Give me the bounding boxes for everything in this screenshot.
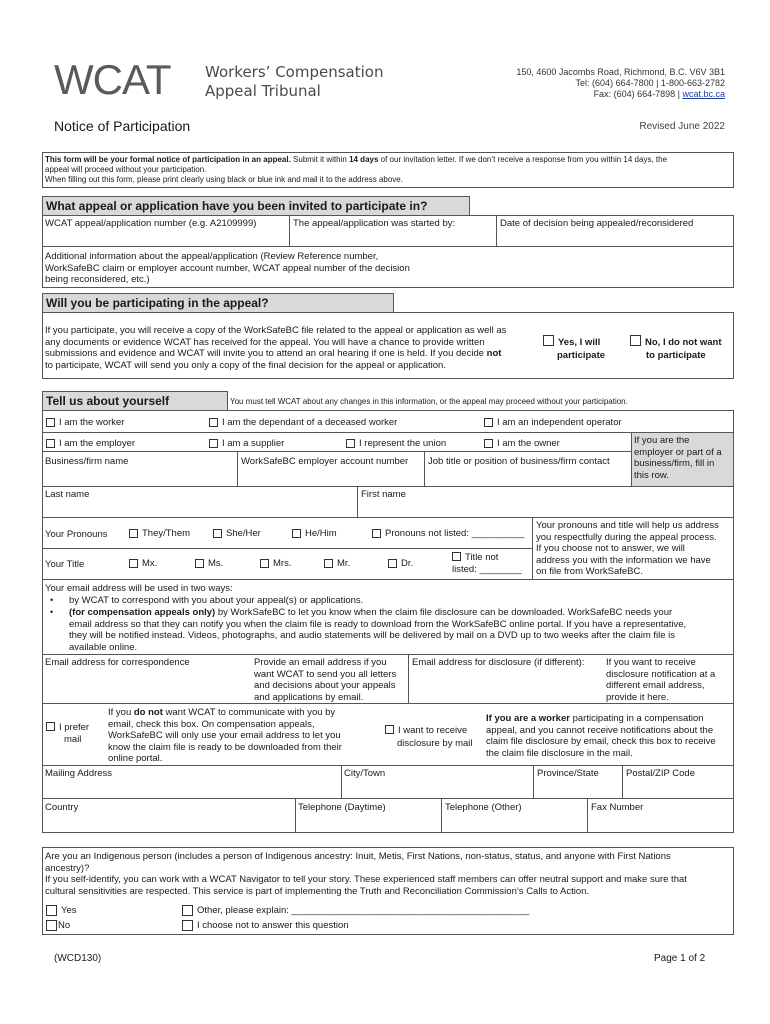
yes-label1: Yes, I will xyxy=(558,337,601,348)
corr-note4: and applications by email. xyxy=(254,691,364,703)
role-independent[interactable] xyxy=(484,417,622,428)
email-disc-label: Email address for disclosure (if different): xyxy=(412,657,585,668)
mr-checkbox[interactable] xyxy=(324,559,333,568)
intro-line1 xyxy=(45,155,733,165)
fax-text: Fax: (604) 664-7898 | xyxy=(593,89,680,99)
last-name-field[interactable] xyxy=(42,486,358,518)
dm-note4: the claim file disclosure in the mail. xyxy=(486,747,633,759)
appeal-number-label: WCAT appeal/application number (e.g. A2109999) xyxy=(45,218,257,229)
intro-text xyxy=(45,155,733,185)
prefer-mail1: I prefer xyxy=(59,722,90,733)
disclosure-mail-checkbox[interactable] xyxy=(385,725,394,734)
additional-line2: WorkSafeBC claim or employer account number, WCAT appeal number of the decision xyxy=(45,262,410,274)
email-disc-note xyxy=(606,657,715,703)
tel-day-label: Telephone (Daytime) xyxy=(298,802,386,813)
city-label: City/Town xyxy=(344,768,386,779)
intro-b: of our invitation letter. If we don’t receive a response from you within 14 days, the xyxy=(378,155,668,164)
title-mr[interactable] xyxy=(324,558,350,569)
pm-note1 xyxy=(108,707,342,719)
role-worker[interactable] xyxy=(46,417,124,428)
p3-not: not xyxy=(486,348,502,359)
disclosure-mail-option[interactable] xyxy=(385,724,473,750)
section1-heading: What appeal or application have you been invited to participate in? xyxy=(42,196,470,216)
pron-note5: on file from WorkSafeBC. xyxy=(536,566,644,577)
role-employer[interactable] xyxy=(46,438,135,449)
employer-checkbox[interactable] xyxy=(46,439,55,448)
email-b2-l3: they will be notified instead. Videos, photographs, and audio statements will be delivered by mail on a DVD up to two weeks after the claim file is xyxy=(69,630,676,641)
he-label: He/Him xyxy=(305,528,337,539)
job-title-label: Job title or position of business/firm contact xyxy=(428,456,610,467)
postal-label: Postal/ZIP Code xyxy=(626,768,696,779)
country-field[interactable] xyxy=(42,798,296,833)
email-bullet1: by WCAT to correspond with you about your appeal(s) or applications. xyxy=(69,595,364,606)
indigenous-choose-not[interactable] xyxy=(182,920,349,931)
no-label1: No, I do not want xyxy=(645,337,722,348)
title-not-listed-checkbox[interactable] xyxy=(452,552,461,561)
mx-label: Mx. xyxy=(142,558,158,569)
employer-account-label: WorkSafeBC employer account number xyxy=(241,456,409,467)
email-b2-bold: (for compensation appeals only) xyxy=(69,607,216,618)
they-label: They/Them xyxy=(142,528,191,539)
ms-checkbox[interactable] xyxy=(195,559,204,568)
corr-note3: and decisions about your appeals xyxy=(254,680,396,691)
disc-note2: disclosure notification at a xyxy=(606,668,716,680)
bullet-1: • xyxy=(50,595,54,605)
yes-label2: participate xyxy=(557,350,606,361)
not-listed-checkbox[interactable] xyxy=(372,529,381,538)
pm-note3: WorkSafeBC will only use your email address to let you xyxy=(108,730,341,741)
prefer-mail2: mail xyxy=(64,734,82,745)
dm-1-bold: If you are a worker xyxy=(486,713,570,724)
wcat-logo xyxy=(54,56,171,104)
contact-block xyxy=(516,67,725,100)
independent-checkbox[interactable] xyxy=(484,418,493,427)
role-dependant[interactable] xyxy=(209,417,397,428)
pm-note4: know the claim file is ready to be downloaded from their xyxy=(108,741,342,753)
dependant-checkbox[interactable] xyxy=(209,418,218,427)
independent-label: I am an independent operator xyxy=(497,417,622,428)
emp-note2: employer or part of a xyxy=(634,446,722,458)
she-label: She/Her xyxy=(226,528,261,539)
participation-line3 xyxy=(45,348,506,360)
pronoun-he[interactable] xyxy=(292,528,337,539)
bullet-2: • xyxy=(50,607,54,617)
supplier-label: I am a supplier xyxy=(222,438,285,449)
pm-1b: want WCAT to communicate with you by xyxy=(162,707,336,718)
union-checkbox[interactable] xyxy=(346,439,355,448)
email-intro: Your email address will be used in two ways: xyxy=(45,583,233,594)
dm-1: participating in a compensation xyxy=(569,713,704,724)
participate-yes-checkbox[interactable] xyxy=(543,335,554,346)
participation-line1: If you participate, you will receive a copy of the WorkSafeBC file related to the appeal or application as well as xyxy=(45,325,507,336)
page-number: Page 1 of 2 xyxy=(654,953,706,964)
last-name-label: Last name xyxy=(45,489,90,500)
mx-checkbox[interactable] xyxy=(129,559,138,568)
mrs-checkbox[interactable] xyxy=(260,559,269,568)
emp-note3: business/firm, fill in xyxy=(634,458,715,469)
first-name-label: First name xyxy=(361,489,406,500)
dr-label: Dr. xyxy=(401,558,414,569)
logo-sub-line2: Appeal Tribunal xyxy=(205,82,321,100)
ind-q1: Are you an Indigenous person (includes a person of Indigenous ancestry: Inuit, Metis, First Nations, non-status, status, and anyone with First Nations xyxy=(45,851,671,862)
additional-line3: being reconsidered, etc.) xyxy=(45,274,150,285)
province-label: Province/State xyxy=(537,768,599,779)
pronoun-they[interactable] xyxy=(129,528,190,539)
pron-note2: you respectfully during the appeal process. xyxy=(536,531,717,543)
ind-yes-checkbox[interactable] xyxy=(46,905,57,916)
indigenous-no[interactable] xyxy=(46,920,70,931)
dm-note1 xyxy=(486,713,716,725)
dm-note2: appeal, and you cannot receive notifications about the xyxy=(486,724,714,736)
participate-yes-option[interactable] xyxy=(543,335,605,362)
pronoun-not-listed[interactable] xyxy=(372,528,524,539)
he-checkbox[interactable] xyxy=(292,529,301,538)
prefer-mail-option[interactable] xyxy=(46,722,89,746)
title-ms[interactable] xyxy=(195,558,223,569)
intro-bold: This form will be your formal notice of participation in an appeal. xyxy=(45,155,291,164)
not-listed-label: Pronouns not listed: __________ xyxy=(385,528,525,539)
disc-mail1: I want to receive xyxy=(398,725,468,736)
email-corr-note xyxy=(254,657,396,703)
email-b2-l1 xyxy=(69,607,686,619)
participation-line2: any documents or evidence WCAT has received for the appeal. You will have a chance to provide written xyxy=(45,336,485,348)
role-supplier[interactable] xyxy=(209,438,284,449)
participate-no-checkbox[interactable] xyxy=(630,335,641,346)
title-mx[interactable] xyxy=(129,558,157,569)
ms-label: Ms. xyxy=(208,558,224,569)
email-b2-l2: email address so that they can notify you when the claim file is ready to download from the WorkSafeBC online portal. If you have a representative, xyxy=(69,618,687,630)
email-bullet2 xyxy=(69,607,686,653)
revised-date: Revised June 2022 xyxy=(639,121,725,132)
disc-note1: If you want to receive xyxy=(606,657,696,668)
pronouns-note-text xyxy=(536,520,719,578)
ind-other-checkbox[interactable] xyxy=(182,905,193,916)
address-line: 150, 4600 Jacombs Road, Richmond, B.C. V6V 3B1 xyxy=(516,67,725,77)
participation-text xyxy=(45,325,506,371)
no-label2: to participate xyxy=(646,350,706,361)
emp-note4: this row. xyxy=(634,469,669,481)
website-link[interactable]: wcat.bc.ca xyxy=(682,89,725,99)
ind-no-label: No xyxy=(58,920,71,931)
phone-line: Tel: (604) 664-7800 | 1-800-663-2782 xyxy=(575,78,725,88)
pron-note1: Your pronouns and title will help us address xyxy=(536,520,719,531)
title-label: Your Title xyxy=(45,559,85,570)
mr-label: Mr. xyxy=(337,558,351,569)
email-b2-l4: available online. xyxy=(69,641,138,653)
role-union[interactable] xyxy=(346,438,446,449)
ind-q2: ancestry)? xyxy=(45,862,90,874)
owner-label: I am the owner xyxy=(497,438,560,449)
pron-note4: address you with the information we have xyxy=(536,554,711,566)
section2-heading: Will you be participating in the appeal? xyxy=(42,293,394,313)
worker-checkbox[interactable] xyxy=(46,418,55,427)
page-title: Notice of Participation xyxy=(54,118,191,134)
union-label: I represent the union xyxy=(359,438,447,449)
pron-note3: If you choose not to answer, we will xyxy=(536,543,685,554)
intro-days: 14 days xyxy=(349,155,379,164)
logo-subtitle xyxy=(205,63,383,101)
owner-checkbox[interactable] xyxy=(484,439,493,448)
ind-q3: If you self-identify, you can work with a WCAT Navigator to tell your story. These experienced staff members can offer neutral support and make sure that xyxy=(45,874,687,885)
title-not2: listed: ________ xyxy=(452,564,522,575)
mailing-address-label: Mailing Address xyxy=(45,768,113,779)
tel-other-label: Telephone (Other) xyxy=(445,802,522,813)
disc-note3: different email address, xyxy=(606,680,705,691)
title-dr[interactable] xyxy=(388,558,413,569)
form-code: (WCD130) xyxy=(54,953,102,964)
disc-note4: provide it here. xyxy=(606,691,669,703)
additional-info-label xyxy=(45,251,410,286)
ind-yes-label: Yes xyxy=(61,905,77,916)
pm-note5: online portal. xyxy=(108,753,163,764)
dm-note3: claim file disclosure by email, check this box to receive xyxy=(486,736,716,747)
ind-other-label: Other, please explain: _____________________________________________ xyxy=(197,905,530,916)
email-corr-label: Email address for correspondence xyxy=(45,657,190,668)
section3-heading: Tell us about yourself xyxy=(42,391,228,411)
emp-note1: If you are the xyxy=(634,435,690,446)
logo-letters: WCAT xyxy=(54,56,171,103)
corr-note1: Provide an email address if you xyxy=(254,657,387,668)
pm-1-bold: do not xyxy=(133,707,163,718)
corr-note2: want WCAT to send you all letters xyxy=(254,668,397,680)
changes-note: You must tell WCAT about any changes in this information, or the appeal may proceed without your participation. xyxy=(230,397,628,406)
pronoun-she[interactable] xyxy=(213,528,261,539)
indigenous-other[interactable] xyxy=(182,905,529,916)
email-b2-a: by WorkSafeBC to let you know when the claim file disclosure can be downloaded. WorkSafeBC needs your xyxy=(215,607,673,618)
logo-sub-line1: Workers’ Compensation xyxy=(205,63,384,81)
dr-checkbox[interactable] xyxy=(388,559,397,568)
she-checkbox[interactable] xyxy=(213,529,222,538)
title-mrs[interactable] xyxy=(260,558,291,569)
employer-label: I am the employer xyxy=(59,438,136,449)
participation-line4: to participate, WCAT will send you only a copy of the final decision for the appeal or application. xyxy=(45,359,446,371)
disc-mail2: disclosure by mail xyxy=(397,738,473,749)
p3a: submissions and evidence and WCAT will invite you to attend an oral hearing if one is held. If you decide xyxy=(45,348,487,359)
participate-no-option[interactable] xyxy=(630,335,722,362)
pronouns-label: Your Pronouns xyxy=(45,529,108,540)
they-checkbox[interactable] xyxy=(129,529,138,538)
indigenous-question xyxy=(45,851,687,897)
intro-line2: appeal will proceed without your participation. xyxy=(45,165,207,174)
fax-label: Fax Number xyxy=(591,802,644,813)
additional-line1: Additional information about the appeal/application (Review Reference number, xyxy=(45,251,379,262)
pm-1a: If you xyxy=(108,707,134,718)
role-owner[interactable] xyxy=(484,438,560,449)
worker-label: I am the worker xyxy=(59,417,125,428)
intro-a: Submit it within xyxy=(290,155,350,164)
ind-q4: cultural sensitivities are respected. This service is part of implementing the Truth and Reconciliation Commission’s Calls to Action. xyxy=(45,885,590,897)
pm-note2: email, check this box. On compensation appeals, xyxy=(108,718,315,730)
prefer-mail-note xyxy=(108,707,342,765)
prefer-mail-checkbox[interactable] xyxy=(46,722,55,731)
title-not-listed[interactable] xyxy=(452,552,522,576)
indigenous-yes[interactable] xyxy=(46,905,77,916)
ind-no-checkbox[interactable] xyxy=(46,920,57,931)
intro-line3: When filling out this form, please print clearly using black or blue ink and mail it to the address above. xyxy=(45,175,403,184)
started-by-label: The appeal/application was started by: xyxy=(293,218,456,229)
first-name-field[interactable] xyxy=(357,486,734,518)
title-not1: Title not xyxy=(465,552,499,563)
fax-line xyxy=(516,89,725,100)
supplier-checkbox[interactable] xyxy=(209,439,218,448)
disclosure-mail-note xyxy=(486,713,716,759)
ind-choose-not-checkbox[interactable] xyxy=(182,920,193,931)
mrs-label: Mrs. xyxy=(273,558,292,569)
decision-date-label: Date of decision being appealed/reconsidered xyxy=(500,218,694,229)
business-name-label: Business/firm name xyxy=(45,456,129,467)
ind-choose-not-label: I choose not to answer this question xyxy=(197,920,349,931)
country-label: Country xyxy=(45,802,79,813)
dependant-label: I am the dependant of a deceased worker xyxy=(222,417,398,428)
employer-note-text xyxy=(634,435,722,481)
